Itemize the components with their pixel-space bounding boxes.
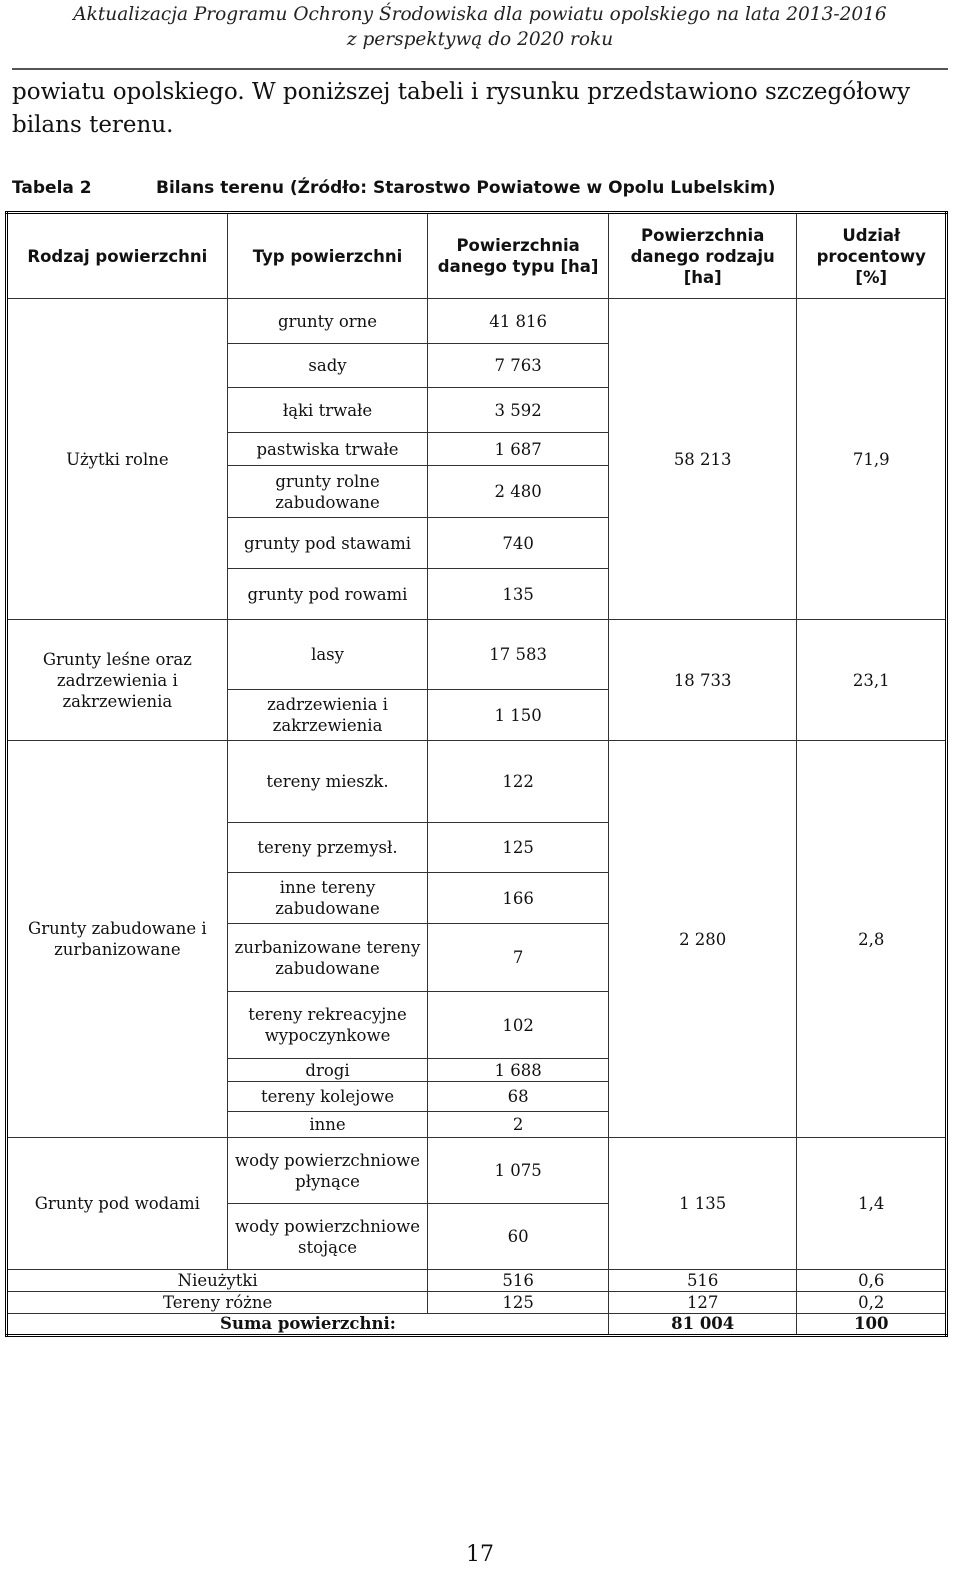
table-container — [5, 211, 953, 1337]
type-cell: tereny przemysł. — [227, 823, 428, 873]
type-cell: drogi — [227, 1059, 428, 1082]
table-row — [7, 299, 947, 344]
sum-label-cell: Suma powierzchni: — [7, 1314, 609, 1336]
column-header: Typ powierzchni — [227, 213, 428, 299]
column-header: Udział procentowy [%] — [797, 213, 947, 299]
table-title: Bilans terenu (Źródło: Starostwo Powiatowe w Opolu Lubelskim) — [156, 178, 776, 198]
area-cell: 3 592 — [428, 388, 609, 433]
area-cell: 2 480 — [428, 466, 609, 518]
header-line-1: Aktualizacja Programu Ochrony Środowiska dla powiatu opolskiego na lata 2013-2016 — [73, 4, 887, 25]
area-cell: 41 816 — [428, 299, 609, 344]
table-row — [7, 1138, 947, 1204]
area-cell: 60 — [428, 1204, 609, 1270]
type-cell: grunty pod rowami — [227, 569, 428, 620]
area-cell: 135 — [428, 569, 609, 620]
land-balance-table — [5, 211, 948, 1337]
area-cell: 125 — [428, 823, 609, 873]
header-row — [7, 213, 947, 299]
header-divider — [12, 68, 948, 70]
type-cell: tereny kolejowe — [227, 1082, 428, 1112]
summary-percent-cell: 0,2 — [797, 1292, 947, 1314]
intro-paragraph: powiatu opolskiego. W poniższej tabeli i rysunku przedstawiono szczegółowy bilans terenu. — [12, 79, 911, 138]
summary-name-cell: Nieużytki — [7, 1270, 428, 1292]
type-cell: grunty pod stawami — [227, 518, 428, 569]
summary-area-cell: 125 — [428, 1292, 609, 1314]
area-cell: 166 — [428, 873, 609, 924]
table-row — [7, 741, 947, 823]
area-cell: 17 583 — [428, 620, 609, 690]
type-cell: wody powierzchniowe stojące — [227, 1204, 428, 1270]
group-percent-cell: 23,1 — [797, 620, 947, 741]
summary-total-cell: 127 — [608, 1292, 797, 1314]
summary-row — [7, 1292, 947, 1314]
table-label: Tabela 2 — [12, 178, 92, 198]
summary-row — [7, 1270, 947, 1292]
type-cell: łąki trwałe — [227, 388, 428, 433]
column-header: Rodzaj powierzchni — [7, 213, 228, 299]
sum-percent-cell: 100 — [797, 1314, 947, 1336]
document-header — [0, 2, 960, 52]
type-cell: lasy — [227, 620, 428, 690]
type-cell: tereny rekreacyjne wypoczynkowe — [227, 992, 428, 1059]
group-percent-cell: 2,8 — [797, 741, 947, 1138]
group-percent-cell: 71,9 — [797, 299, 947, 620]
group-percent-cell: 1,4 — [797, 1138, 947, 1270]
table-row — [7, 620, 947, 690]
group-total-cell: 2 280 — [608, 741, 797, 1138]
area-cell: 68 — [428, 1082, 609, 1112]
summary-area-cell: 516 — [428, 1270, 609, 1292]
page-number: 17 — [466, 1542, 494, 1567]
summary-total-cell: 516 — [608, 1270, 797, 1292]
type-cell: zurbanizowane tereny zabudowane — [227, 924, 428, 992]
sum-row — [7, 1314, 947, 1336]
type-cell: grunty rolne zabudowane — [227, 466, 428, 518]
group-name-cell: Grunty zabudowane i zurbanizowane — [7, 741, 228, 1138]
type-cell: wody powierzchniowe płynące — [227, 1138, 428, 1204]
type-cell: pastwiska trwałe — [227, 433, 428, 466]
column-header: Powierzchnia danego rodzaju [ha] — [608, 213, 797, 299]
area-cell: 102 — [428, 992, 609, 1059]
type-cell: sady — [227, 344, 428, 388]
summary-name-cell: Tereny różne — [7, 1292, 428, 1314]
group-total-cell: 18 733 — [608, 620, 797, 741]
group-total-cell: 1 135 — [608, 1138, 797, 1270]
group-name-cell: Grunty pod wodami — [7, 1138, 228, 1270]
group-total-cell: 58 213 — [608, 299, 797, 620]
area-cell: 1 688 — [428, 1059, 609, 1082]
area-cell: 740 — [428, 518, 609, 569]
column-header: Powierzchnia danego typu [ha] — [428, 213, 609, 299]
area-cell: 122 — [428, 741, 609, 823]
area-cell: 1 687 — [428, 433, 609, 466]
header-line-2: z perspektywą do 2020 roku — [346, 29, 614, 50]
group-name-cell: Użytki rolne — [7, 299, 228, 620]
type-cell: inne tereny zabudowane — [227, 873, 428, 924]
area-cell: 1 150 — [428, 690, 609, 741]
area-cell: 2 — [428, 1112, 609, 1138]
area-cell: 1 075 — [428, 1138, 609, 1204]
area-cell: 7 — [428, 924, 609, 992]
area-cell: 7 763 — [428, 344, 609, 388]
type-cell: zadrzewienia i zakrzewienia — [227, 690, 428, 741]
type-cell: grunty orne — [227, 299, 428, 344]
summary-percent-cell: 0,6 — [797, 1270, 947, 1292]
sum-total-cell: 81 004 — [608, 1314, 797, 1336]
group-name-cell: Grunty leśne oraz zadrzewienia i zakrzewienia — [7, 620, 228, 741]
type-cell: tereny mieszk. — [227, 741, 428, 823]
type-cell: inne — [227, 1112, 428, 1138]
